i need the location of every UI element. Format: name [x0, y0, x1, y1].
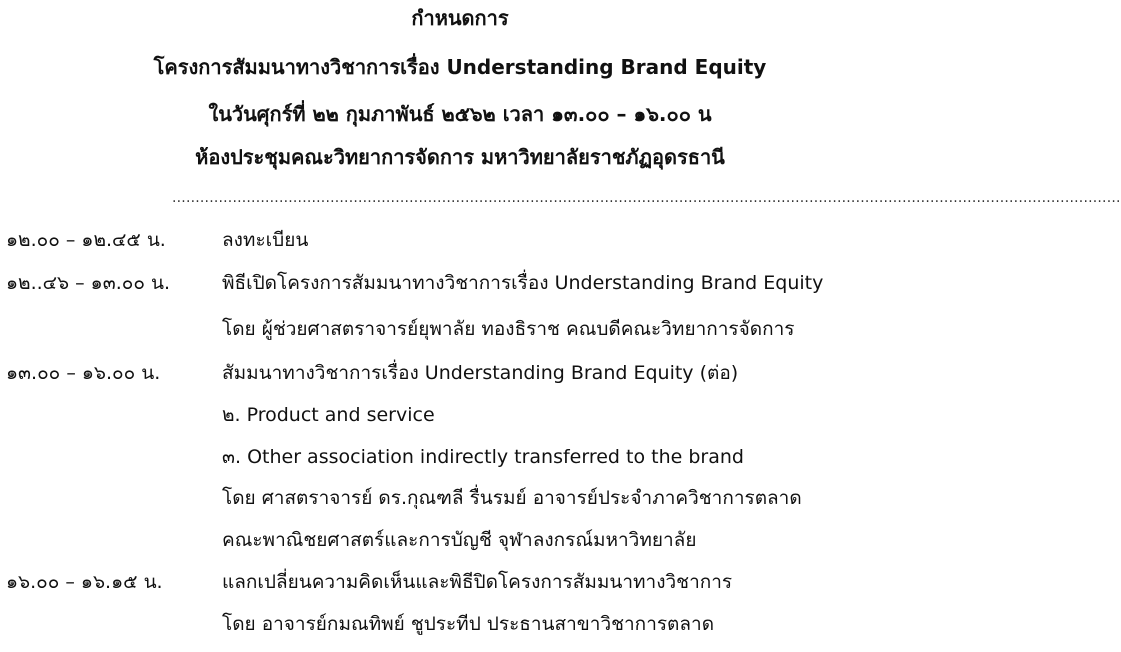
schedule-time: ๑๒.๐๐ – ๑๒.๔๕ น. [6, 229, 166, 251]
schedule-text: คณะพาณิชยศาสตร์และการบัญชี จุฬาลงกรณ์มหาวิทยาลัย [222, 529, 697, 551]
schedule-time: ๑๒..๔๖ – ๑๓.๐๐ น. [6, 272, 171, 294]
schedule-text: ๒. Product and service [222, 404, 435, 426]
schedule-text: ลงทะเบียน [222, 229, 309, 251]
schedule-row [0, 226, 920, 268]
schedule-text: โดย อาจารย์กมณทิพย์ ชูประทีป ประธานสาขาวิชาการตลาด [222, 613, 715, 635]
event-venue: ห้องประชุมคณะวิทยาการจัดการ มหาวิทยาลัยราชภัฏอุดรธานี [195, 145, 725, 169]
event-date: ในวันศุกร์ที่ ๒๒ กุมภาพันธ์ ๒๕๖๒ เวลา ๑๓.๐๐ – ๑๖.๐๐ น [208, 102, 712, 126]
dotted-divider: ............................................................................................................................................................................................................ [172, 190, 1121, 206]
schedule-row [0, 401, 920, 443]
document-title: กำหนดการ [411, 6, 509, 30]
schedule-text: แลกเปลี่ยนความคิดเห็นและพิธีปิดโครงการสัมมนาทางวิชาการ [222, 571, 733, 593]
schedule-time: ๑๓.๐๐ – ๑๖.๐๐ น. [6, 362, 161, 384]
schedule-text: สัมมนาทางวิชาการเรื่อง Understanding Brand Equity (ต่อ) [222, 362, 739, 384]
schedule-row [0, 568, 920, 610]
schedule-row [0, 359, 920, 401]
schedule-row [0, 526, 920, 568]
schedule-row [0, 269, 920, 311]
schedule-text: ๓. Other association indirectly transferred to the brand [222, 446, 744, 468]
project-title: โครงการสัมมนาทางวิชาการเรื่อง Understanding Brand Equity [153, 55, 767, 79]
schedule-row [0, 443, 920, 485]
schedule-text: โดย ศาสตราจารย์ ดร.กุณฑลี รื่นรมย์ อาจารย์ประจำภาควิชาการตลาด [222, 487, 802, 509]
schedule-text: พิธีเปิดโครงการสัมมนาทางวิชาการเรื่อง Understanding Brand Equity [222, 272, 824, 294]
schedule-row [0, 484, 920, 526]
schedule-time: ๑๖.๐๐ – ๑๖.๑๕ น. [6, 571, 163, 593]
schedule-text: โดย ผู้ช่วยศาสตราจารย์ยุพาลัย ทองธิราช คณบดีคณะวิทยาการจัดการ [222, 318, 795, 340]
schedule-row [0, 315, 920, 357]
schedule-row [0, 610, 920, 652]
